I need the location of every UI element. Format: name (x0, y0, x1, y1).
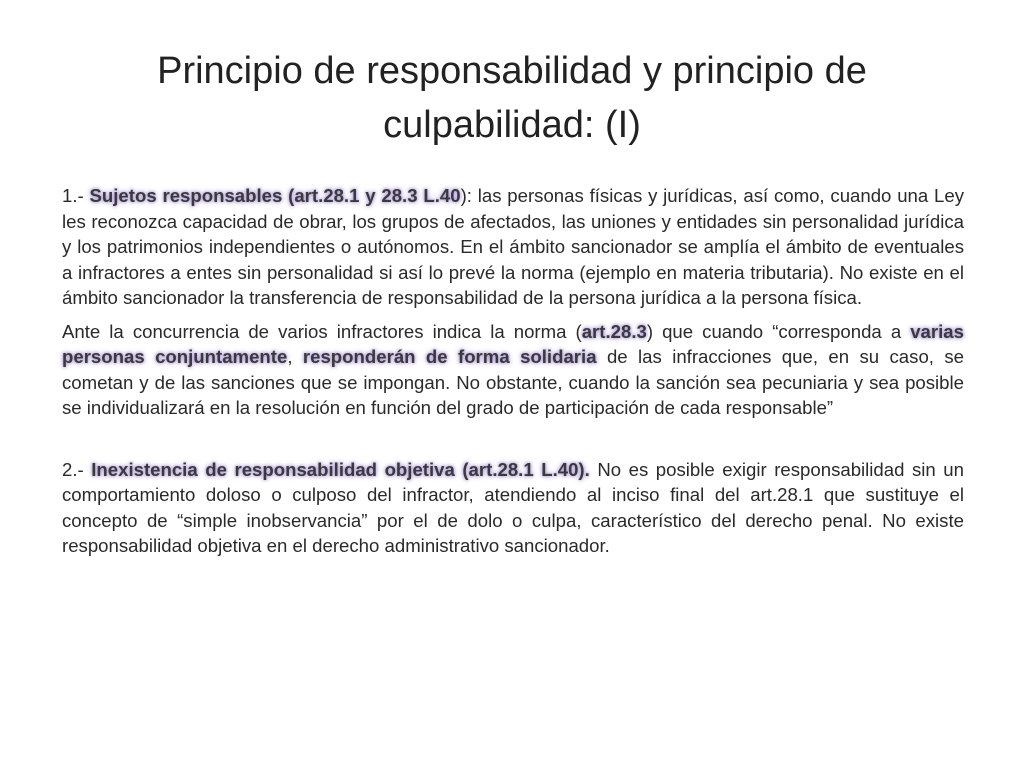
paragraph-text: ) que cuando “corresponda a (646, 320, 911, 342)
highlight-art-28-3: art.28.3 (581, 320, 647, 342)
paragraph-sujetos-responsables (62, 183, 964, 311)
paragraph-text: de las infracciones que, en su caso, se cometan y de las sanciones que se impongan. No obstante, cuando la sanción sea pecuniaria y sea posible se individualizará en la resolución en función del grado de participación de cada responsable” (62, 346, 964, 418)
highlight-inexistencia-responsabilidad: Inexistencia de responsabilidad objetiva (art.28.1 L.40). (91, 458, 590, 480)
paragraph-number: 1.- (62, 185, 90, 206)
highlight-varias-personas: varias personas conjuntamente (62, 320, 964, 367)
paragraph-number: 2.- (62, 458, 92, 480)
highlight-sujetos-responsables: Sujetos responsables (art.28.1 y 28.3 L.40 (89, 185, 461, 206)
paragraph-text: Ante la concurrencia de varios infractores indica la norma ( (62, 320, 582, 342)
highlight-forma-solidaria: responderán de forma solidaria (302, 346, 597, 367)
slide-title: Principio de responsabilidad y principio de culpabilidad: (I) (157, 50, 867, 146)
paragraph-text: , (287, 346, 303, 367)
paragraph-concurrencia (62, 319, 964, 421)
paragraph-responsabilidad-objetiva (62, 457, 964, 559)
paragraph-text: ): las personas físicas y jurídicas, así como, cuando una Ley les reconozca capacidad de obrar, los grupos de afectados, las uniones y entidades sin personalidad jurídica y los patrimonios independientes o autónomos. En el ámbito sancionador se amplía el ámbito de eventuales a infractores a entes sin personalidad si así lo prevé la norma (ejemplo en materia tributaria). No existe en el ámbito sancionador la transferencia de responsabilidad de la persona jurídica a la persona física. (62, 185, 964, 308)
paragraph-text: No es posible exigir responsabilidad sin un comportamiento doloso o culposo del infractor, atendiendo al inciso final del art.28.1 que sustituye el concepto de “simple inobservancia” por el de dolo o culpa, característico del derecho penal. No existe responsabilidad objetiva en el derecho administrativo sancionador. (62, 458, 964, 556)
slide-body (62, 183, 964, 559)
